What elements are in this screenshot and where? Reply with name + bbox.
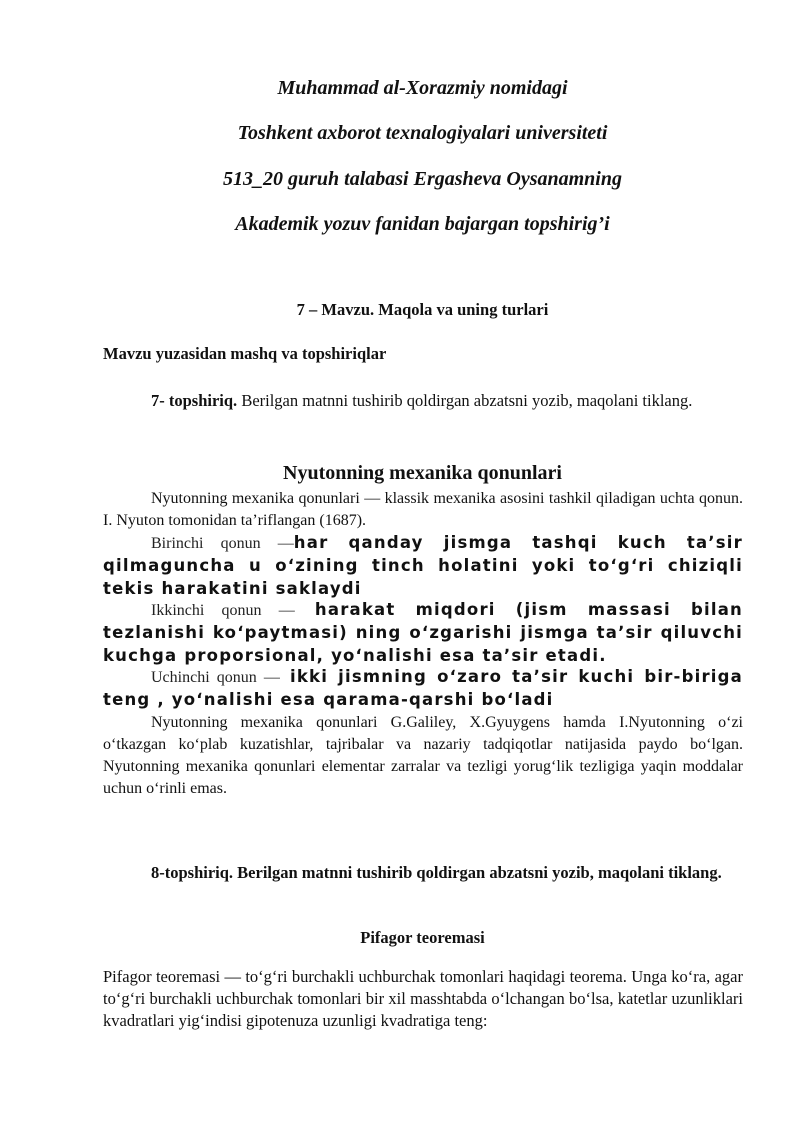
law2-text: harakat miqdori (jism massasi bilan tezlanishi koʻpaytmasi) ning oʻzgarishi jismga taʼsir qiluvchi kuchga proporsional, yoʻnalishi esa taʼsir etadi. [103,600,743,665]
article1-intro: Nyutonning mexanika qonunlari — klassik mexanika asosini tashkil qiladigan uchta qonun. I. Nyuton tomonidan ta’riflangan (1687). [103,490,743,529]
task7-text: Berilgan matnni tushirib qoldirgan abzatsni yozib, maqolani tiklang. [237,391,693,410]
article2-title: Pifagor teoremasi [360,928,485,947]
law1-text: har qanday jismga tashqi kuch taʼsir qilmaguncha u oʻzining tinch holatini yoki toʻgʻri chiziqli tekis harakatini saklaydi [103,533,743,598]
law1-lead: Birinchi qonun — [151,535,294,552]
law3-lead: Uchinchi qonun — [151,669,280,686]
article2-body: Pifagor teoremasi — to‘g‘ri burchakli uchburchak tomonlari haqidagi teorema. Unga ko‘ra, agar to‘g‘ri burchakli uchburchak tomonlari bir xil masshtabda o‘lchangan bo‘lsa, katetlar uzunliklari kvadratlari yig‘indisi gipotenuza uzunligi kvadratiga teng: [103,967,743,1030]
law3-text: ikki jismning oʻzaro taʼsir kuchi bir-biriga teng , yoʻnalishi esa qarama-qarshi boʻladi [103,667,743,709]
task7-paragraph [103,384,743,417]
topic-subtitle: Mavzu yuzasidan mashq va topshiriqlar [103,344,387,363]
header-university-line: Toshkent axborot texnalogiyalari universiteti [237,122,608,144]
header-university-name-line: Muhammad al-Xorazmiy nomidagi [277,77,568,99]
topic-title: 7 – Mavzu. Maqola va uning turlari [296,300,549,319]
law2-paragraph [103,599,743,668]
article1-title: Nyutonning mexanika qonunlari [283,462,562,484]
law2-lead: Ikkinchi qonun — [151,602,295,619]
task8-paragraph: 8-topshiriq. Berilgan matnni tushirib qoldirgan abzatsni yozib, maqolani tiklang. [151,863,722,882]
law1-paragraph [103,532,743,601]
header-subject-line: Akademik yozuv fanidan bajargan topshirig’i [235,213,610,235]
task7-label: 7- topshiriq. [151,391,238,410]
law3-paragraph [103,666,743,712]
header-student-line: 513_20 guruh talabasi Ergasheva Oysanamning [223,168,622,190]
article1-closing: Nyutonning mexanika qonunlari G.Galiley, X.Gyuygens hamda I.Nyutonning o‘zi o‘tkazgan ko‘plab kuzatishlar, tajribalar va nazariy tadqiqotlar natijasida paydo bo‘lgan. Nyutonning mexanika qonunlari elementar zarralar va tezligi yorug‘lik tezligiga yaqin moddalar uchun o‘rinli emas. [103,714,743,797]
